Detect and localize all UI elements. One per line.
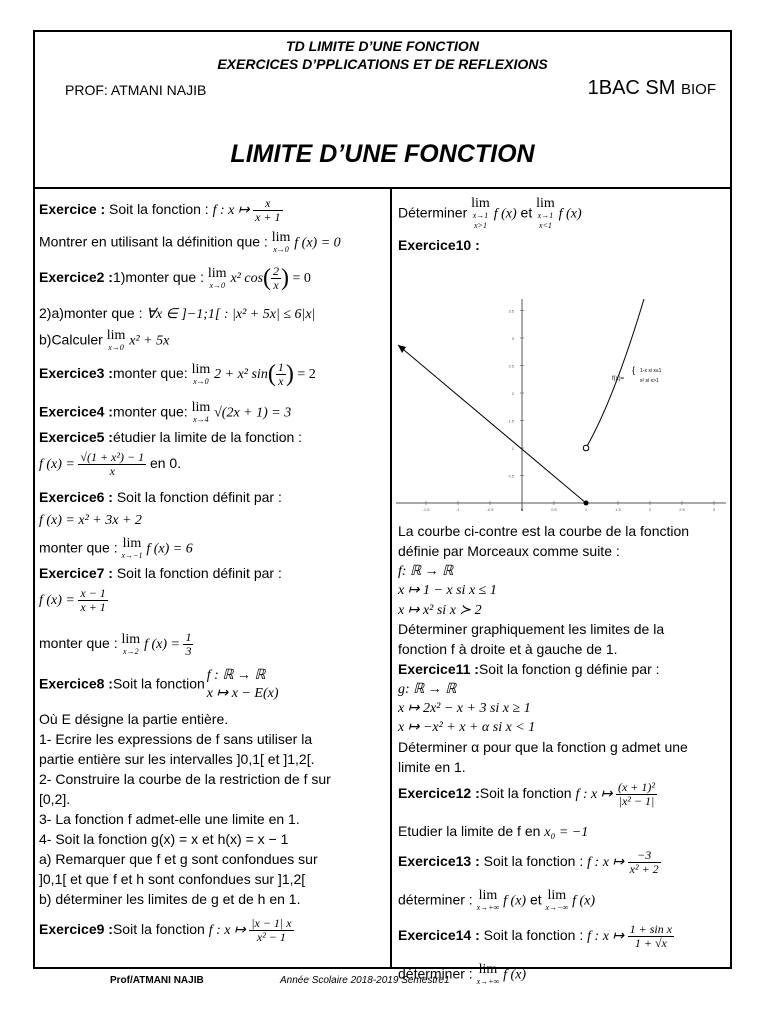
det-f2: f (x): [558, 206, 582, 222]
ex1-lim: [272, 231, 291, 255]
paren-open: (: [263, 265, 272, 291]
lim-sub2: x<1: [538, 221, 552, 230]
ex6-label: Exercice6 :: [39, 489, 113, 505]
x-tick-label: 1: [584, 507, 588, 512]
ex7-f-line: [39, 587, 108, 614]
lim-word: lim: [547, 888, 567, 903]
ex6-b-text: monter que :: [39, 539, 122, 556]
x-tick-label: 1.5: [615, 507, 621, 512]
ex14-lim: [477, 963, 500, 987]
ex7-b-den: 3: [185, 644, 192, 658]
ex5-frac: [78, 451, 146, 478]
ex4-text: monter que:: [112, 403, 192, 420]
level-sub: BIOF: [680, 81, 716, 98]
closed-point: [584, 501, 589, 506]
ex3-line: [39, 361, 316, 388]
lim-word: lim: [121, 631, 141, 647]
ex1-text: Soit la fonction :: [105, 201, 213, 218]
ex13-b-text: déterminer :: [398, 891, 477, 908]
ex13-label: Exercice13 :: [398, 853, 480, 870]
y-tick-label: 0.5: [508, 473, 514, 479]
ex1-frac: [253, 197, 282, 224]
ex11-label: Exercice11 :: [398, 661, 479, 677]
ex1-label: Exercice :: [39, 201, 106, 218]
ex3-label: Exercice3 :: [39, 365, 113, 382]
ex7-f: f (x) =: [39, 593, 79, 609]
y-tick-label: 3: [511, 336, 514, 341]
prof-name: PROF: ATMANI NAJIB: [65, 82, 207, 98]
ex7-num: x − 1: [80, 586, 106, 600]
ex2-eq: = 0: [289, 271, 311, 287]
det-line: [398, 197, 582, 231]
ex11-line: [398, 661, 660, 677]
det-text: Déterminer: [398, 204, 472, 221]
x-tick-label: 2: [648, 507, 652, 512]
y-tick-label: 2: [511, 391, 514, 396]
ex7-line: [39, 565, 282, 581]
ex8-l7: 4- Soit la fonction g(x) = x et h(x) = x − 1: [39, 831, 289, 847]
ex14-b-text: déterminer :: [398, 965, 477, 982]
ex10-graph: [396, 259, 726, 519]
lim-sub: x→0: [209, 280, 225, 290]
ex2-c-expr: x² + 5x: [129, 333, 170, 349]
ex2-c-lim: [107, 329, 126, 353]
ex8-line: [39, 667, 279, 703]
ex11-l5: limite en 1.: [398, 759, 466, 775]
ex12-line: [398, 781, 657, 808]
ex4-lim: [192, 401, 211, 425]
y-ticks: [507, 309, 524, 520]
ex12-text: Soit la fonction: [479, 785, 576, 802]
y-tick-label: 2.5: [508, 363, 514, 369]
ex11-l4: Déterminer α pour que la fonction g admet une: [398, 739, 688, 755]
ex12-f: f : x ↦: [575, 787, 616, 803]
lim-word: lim: [191, 400, 211, 415]
ex2-num: 2: [273, 264, 280, 278]
lim-sub: x→1: [472, 211, 489, 220]
level-main: 1BAC SM: [587, 77, 676, 99]
ex2-label: Exercice2 :: [39, 269, 113, 286]
branch-linear: [398, 345, 586, 503]
ex7-frac: [78, 587, 107, 614]
lim-word: lim: [471, 196, 490, 211]
ex8-l8: a) Remarquer que f et g sont confondues sur: [39, 851, 318, 867]
ex14-text: Soit la fonction :: [479, 927, 588, 944]
ex2-lim: [208, 267, 227, 291]
ex12-num: (x + 1)²: [617, 780, 655, 794]
ex7-den: x + 1: [80, 600, 106, 614]
ex13-text: Soit la fonction :: [479, 853, 588, 870]
ex14-num: 1 + sin x: [629, 922, 673, 936]
paren-close: ): [285, 361, 294, 387]
ex11-text: Soit la fonction g définie par :: [478, 661, 660, 677]
ex13-den: x² + 2: [629, 862, 659, 876]
ex10-l7: fonction f à droite et à gauche de 1.: [398, 641, 618, 657]
ex14-label: Exercice14 :: [398, 927, 480, 944]
ex14-frac: [628, 923, 674, 950]
left-column: [35, 189, 392, 967]
ex5-num: √(1 + x²) − 1: [80, 450, 145, 464]
ex9-num: |x − 1| x: [251, 916, 292, 930]
det-f1: f (x): [493, 206, 517, 222]
ex2-text: 1)monter que :: [112, 269, 208, 286]
ex1-b-text: Montrer en utilisant la définition que :: [39, 233, 272, 250]
det-lim2: [536, 197, 555, 231]
ex12-b-text: Etudier la limite de f en: [398, 823, 545, 839]
ex9-text: Soit la fonction: [112, 921, 209, 938]
ex3-frac: [276, 361, 286, 388]
x-tick-label: 0.5: [551, 507, 557, 512]
ex1-b-line: [39, 231, 341, 255]
ex8-l10: b) déterminer les limites de g et de h en 1.: [39, 891, 301, 907]
ex2-c-line: [39, 329, 169, 353]
lim-sub: x→−∞: [545, 903, 569, 912]
ex6-lim: [122, 537, 143, 561]
ex2-line: [39, 265, 311, 292]
header: [35, 32, 730, 189]
lim-sub2: x>1: [474, 221, 487, 230]
ex5-f: f (x) =: [39, 457, 79, 473]
x-tick-label: -1: [456, 507, 460, 512]
ex10-l1: La courbe ci-contre est la courbe de la fonction: [398, 523, 690, 539]
ex12-label: Exercice12 :: [398, 785, 480, 802]
ex5-label: Exercice5 :: [39, 429, 113, 445]
ex1-den: x + 1: [255, 210, 281, 224]
ex7-text: Soit la fonction définit par :: [112, 565, 282, 581]
ex3-expr: 2 + x² sin: [214, 367, 268, 383]
ex4-line: [39, 401, 291, 425]
ex8-map1: f : ℝ → ℝ: [206, 668, 266, 683]
ex8-map: [207, 667, 279, 703]
ex6-text: Soit la fonction définit par :: [112, 489, 282, 505]
x-tick-label: -0.5: [486, 507, 494, 512]
lim-word: lim: [122, 536, 142, 551]
ex9-line: [39, 917, 294, 944]
ex2-b-text: 2)a)monter que :: [39, 305, 147, 321]
ex8-l3: partie entière sur les intervalles ]0,1[ et ]1,2[.: [39, 751, 315, 767]
ex1-line: [39, 197, 283, 224]
ex9-frac: [249, 917, 293, 944]
x-tick-label: 2.5: [679, 507, 685, 512]
ex13-and: et: [526, 891, 546, 908]
ex14-b1: f (x): [503, 967, 527, 983]
ex5-den: x: [109, 464, 115, 478]
ex9-den: x² − 1: [256, 930, 286, 944]
legend-f: f(x)=: [612, 376, 625, 382]
ex10-label: Exercice10 :: [398, 237, 480, 253]
ex14-den: 1 + √x: [634, 936, 667, 950]
lim-word: lim: [271, 230, 291, 245]
ex10-l4: x ↦ 1 − x si x ≤ 1: [398, 583, 497, 598]
lim-sub: x→2: [123, 646, 139, 656]
ex13-b1: f (x): [503, 893, 527, 909]
ex7-lim: [122, 633, 141, 657]
lim-sub: x→4: [193, 415, 209, 424]
lim-sub: x→−1: [121, 551, 143, 560]
open-point: [583, 445, 589, 451]
ex7-b-text: monter que :: [39, 635, 122, 652]
legend-l1: 1-x si x≤1: [640, 368, 662, 374]
det-and: et: [516, 204, 537, 221]
lim-sub: x→+∞: [476, 903, 500, 912]
ex7-b-line: [39, 631, 193, 658]
ex12-den: |x² − 1|: [618, 794, 655, 808]
x-tick-label: -1.5: [422, 507, 430, 512]
ex10-l6: Déterminer graphiquement les limites de la: [398, 621, 665, 637]
ex3-text: monter que:: [112, 365, 192, 382]
ex3-eq: = 2: [293, 367, 316, 383]
ex10-line: [398, 237, 480, 253]
ex11-l3: x ↦ −x² + x + α si x < 1: [398, 720, 536, 735]
ex8-l5: [0,2].: [39, 791, 71, 807]
ex3-den: x: [278, 374, 284, 388]
ex12-b-line: [398, 823, 588, 841]
lim-sub: x→0: [193, 376, 209, 386]
ex13-f: f : x ↦: [587, 855, 628, 871]
ex8-l9: ]0,1[ et que f et h sont confondues sur ]1,2[: [39, 871, 306, 887]
page-title: LIMITE D’UNE FONCTION: [230, 140, 535, 168]
lim-word: lim: [478, 888, 498, 903]
header-line1: TD LIMITE D’UNE FONCTION: [286, 38, 479, 54]
ex8-l6: 3- La fonction f admet-elle une limite en 1.: [39, 811, 300, 827]
ex13-lim2: [546, 889, 569, 913]
ex13-frac: [628, 849, 661, 876]
ex4-expr: √(2x + 1) = 3: [214, 405, 292, 421]
y-tick-label: 3.5: [508, 308, 514, 314]
ex7-b-num: 1: [185, 630, 192, 644]
right-column: [392, 189, 730, 986]
arrow-left: [398, 345, 406, 353]
ex1-b-expr: f (x) = 0: [294, 235, 341, 251]
lim-sub: x→0: [273, 245, 289, 254]
lim-sub: x→1: [537, 211, 554, 220]
ex13-line: [398, 849, 661, 876]
ex10-l3: f: ℝ → ℝ: [398, 564, 454, 579]
legend-brace: {: [632, 365, 636, 375]
lim-word: lim: [536, 196, 555, 211]
ex13-num: −3: [628, 849, 661, 863]
legend-l2: x² si x>1: [640, 378, 659, 384]
ex14-line: [398, 923, 674, 950]
ex2-expr: x² cos: [230, 271, 264, 287]
lim-sub: x→+∞: [476, 977, 500, 986]
lim-word: lim: [207, 265, 227, 281]
y-tick-label: 1.5: [508, 418, 514, 424]
ex13-b-line: [398, 889, 595, 913]
branch-square: [586, 299, 644, 448]
footer-year: Année Scolaire 2018-2019 Semestre1: [280, 975, 450, 986]
ex9-label: Exercice9 :: [39, 921, 113, 938]
x-tick-label: 0: [520, 507, 524, 512]
lim-word: lim: [478, 962, 498, 977]
ex9-f: f : x ↦: [208, 923, 250, 939]
ex14-f: f : x ↦: [587, 929, 628, 945]
header-line2: EXERCICES D’PPLICATIONS ET DE REFLEXIONS: [217, 56, 548, 72]
ex2-frac: [271, 265, 281, 292]
ex10-l5: x ↦ x² si x ≻ 2: [398, 603, 482, 618]
ex8-text: Soit la fonction: [112, 675, 205, 692]
lim-word: lim: [191, 361, 211, 377]
ex6-f-line: [39, 511, 142, 529]
ex1-f: f : x ↦: [212, 203, 254, 219]
ex6-f: f (x) = x² + 3x + 2: [39, 513, 142, 528]
ex13-b2: f (x): [572, 893, 596, 909]
ex8-map2: x ↦ x − E(x): [206, 686, 279, 701]
det-lim1: [471, 197, 490, 231]
ex7-b-frac: [183, 631, 193, 658]
ex3-num: 1: [277, 360, 284, 374]
ex2-b-expr: ∀x ∈ ]−1;1[ : |x² + 5x| ≤ 6|x|: [146, 307, 316, 322]
ex6-b-line: [39, 537, 193, 561]
ex8-l4: 2- Construire la courbe de la restriction de f sur: [39, 771, 331, 787]
ex2-c-text: b)Calculer: [39, 331, 107, 348]
ex5-line: [39, 429, 302, 445]
lim-word: lim: [106, 328, 126, 343]
ex8-l1: Où E désigne la partie entière.: [39, 711, 229, 727]
ex12-b-expr: x₀ = −1: [544, 825, 589, 840]
ex6-b-expr: f (x) = 6: [146, 541, 193, 557]
x-tick-label: 3: [712, 507, 716, 512]
lim-sub: x→0: [108, 343, 124, 352]
ex10-l2: définie par Morceaux comme suite :: [398, 543, 620, 559]
ex2-den: x: [273, 278, 279, 292]
ex13-lim1: [477, 889, 500, 913]
paren-close: ): [281, 265, 290, 291]
ex5-b-line: [39, 451, 181, 478]
ex11-l1: g: ℝ → ℝ: [398, 682, 457, 697]
paren-open: (: [267, 361, 276, 387]
ex5-text: étudier la limite de la fonction :: [112, 429, 303, 445]
ex12-frac: [616, 781, 657, 808]
ex8-label: Exercice8 :: [39, 675, 113, 692]
ex1-num: x: [253, 197, 282, 211]
class-level: [588, 77, 716, 100]
ex4-label: Exercice4 :: [39, 403, 113, 420]
ex8-l2: 1- Ecrire les expressions de f sans utiliser la: [39, 731, 313, 747]
ex5-tail: en 0.: [146, 455, 182, 472]
ex6-line: [39, 489, 282, 505]
ex2-b-line: [39, 305, 315, 323]
y-tick-label: 1: [511, 446, 514, 451]
footer-author: Prof/ATMANI NAJIB: [110, 975, 204, 986]
ex3-lim: [192, 363, 211, 387]
ex7-label: Exercice7 :: [39, 565, 113, 581]
ex11-l2: x ↦ 2x² − x + 3 si x ≥ 1: [398, 701, 531, 716]
ex7-b-expr: f (x) =: [144, 637, 184, 653]
